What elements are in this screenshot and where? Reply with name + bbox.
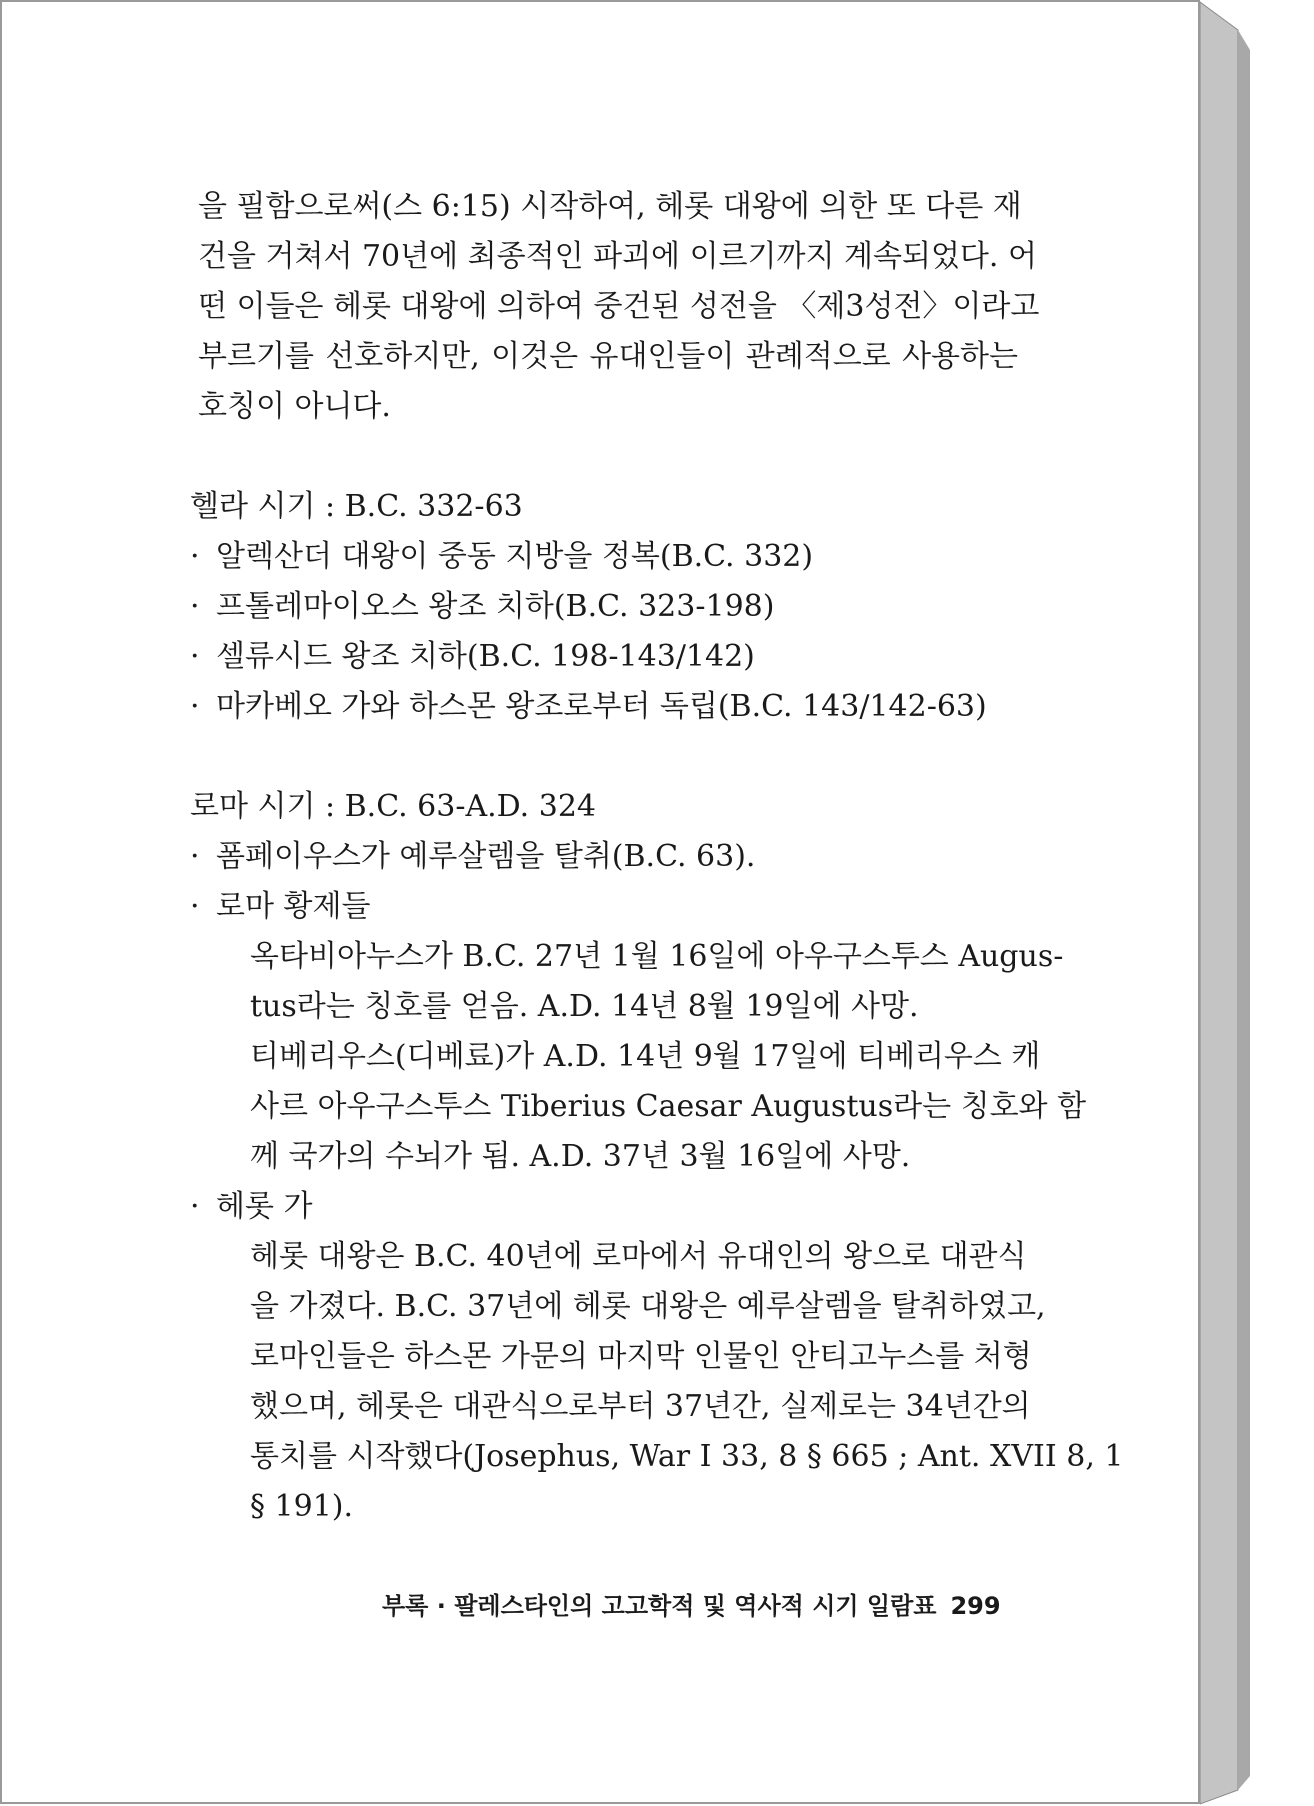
hellenistic-section (190, 482, 1018, 732)
text-line: 부르기를 선호하지만, 이것은 유대인들이 관례적으로 사용하는 (198, 339, 1018, 374)
list-item-text: 알렉산더 대왕이 중동 지방을 정복(B.C. 332) (216, 539, 814, 574)
text-line: 께 국가의 수뇌가 됨. A.D. 37년 3월 16일에 사망. (250, 1139, 911, 1174)
herod-paragraph (250, 1232, 1124, 1532)
text-line: 했으며, 헤롯은 대관식으로부터 37년간, 실제로는 34년간의 (250, 1389, 1031, 1424)
section-heading: 헬라 시기 : B.C. 332-63 (190, 489, 523, 524)
list-item-text: 폼페이우스가 예루살렘을 탈취(B.C. 63). (216, 839, 756, 874)
list-item (190, 1182, 1018, 1232)
bullet-mark: · (190, 889, 200, 924)
text-line: 호칭이 아니다. (198, 389, 391, 424)
list-item-text: 로마 황제들 (216, 889, 371, 924)
intro-paragraph (198, 182, 1040, 432)
list-item (190, 682, 1018, 732)
list-item-text: 마카베오 가와 하스몬 왕조로부터 독립(B.C. 143/142-63) (216, 689, 987, 724)
text-line: § 191). (250, 1489, 354, 1524)
text-line: 사르 아우구스투스 Tiberius Caesar Augustus라는 칭호와 함 (250, 1089, 1087, 1124)
bullet-mark: · (190, 589, 200, 624)
list-item (190, 882, 1018, 932)
section-heading: 로마 시기 : B.C. 63-A.D. 324 (190, 789, 597, 824)
running-title: 부록 · 팔레스타인의 고고학적 및 역사적 시기 일람표 (382, 1592, 937, 1620)
list-item-text: 셀류시드 왕조 치하(B.C. 198-143/142) (216, 639, 755, 674)
text-line: tus라는 칭호를 얻음. A.D. 14년 8월 19일에 사망. (250, 989, 919, 1024)
text-line: 을 필함으로써(스 6:15) 시작하여, 헤롯 대왕에 의한 또 다른 재 (198, 189, 1022, 224)
page-footer (382, 1586, 1001, 1621)
list-item (190, 832, 1018, 882)
text-line: 티베리우스(디베료)가 A.D. 14년 9월 17일에 티베리우스 캐 (250, 1039, 1041, 1074)
text-line: 통치를 시작했다(Josephus, War Ⅰ 33, 8 § 665 ; Ant. XVII 8, 1 (250, 1439, 1124, 1474)
roman-section (190, 782, 1124, 1532)
list-item-text: 프톨레마이오스 왕조 치하(B.C. 323-198) (216, 589, 775, 624)
bullet-mark: · (190, 689, 200, 724)
bullet-mark: · (190, 539, 200, 574)
list-item-text: 헤롯 가 (216, 1189, 313, 1224)
text-line: 로마인들은 하스몬 가문의 마지막 인물인 안티고누스를 처형 (250, 1339, 1032, 1374)
text-line: 헤롯 대왕은 B.C. 40년에 로마에서 유대인의 왕으로 대관식 (250, 1239, 1027, 1274)
text-line: 을 가졌다. B.C. 37년에 헤롯 대왕은 예루살렘을 탈취하였고, (250, 1289, 1046, 1324)
bullet-mark: · (190, 1189, 200, 1224)
text-line: 건을 거쳐서 70년에 최종적인 파괴에 이르기까지 계속되었다. 어 (198, 239, 1037, 274)
text-line: 옥타비아누스가 B.C. 27년 1월 16일에 아우구스투스 Augus- (250, 939, 1064, 974)
bullet-mark: · (190, 839, 200, 874)
bullet-mark: · (190, 639, 200, 674)
list-item (190, 632, 1018, 682)
list-item (190, 582, 1018, 632)
list-item (190, 532, 1018, 582)
page-body (190, 182, 1124, 1532)
emperors-paragraph (250, 932, 1087, 1182)
page-number: 299 (950, 1592, 1001, 1620)
book-spine (1200, 0, 1300, 1806)
text-line: 떤 이들은 헤롯 대왕에 의하여 중건된 성전을 〈제3성전〉이라고 (198, 289, 1040, 324)
